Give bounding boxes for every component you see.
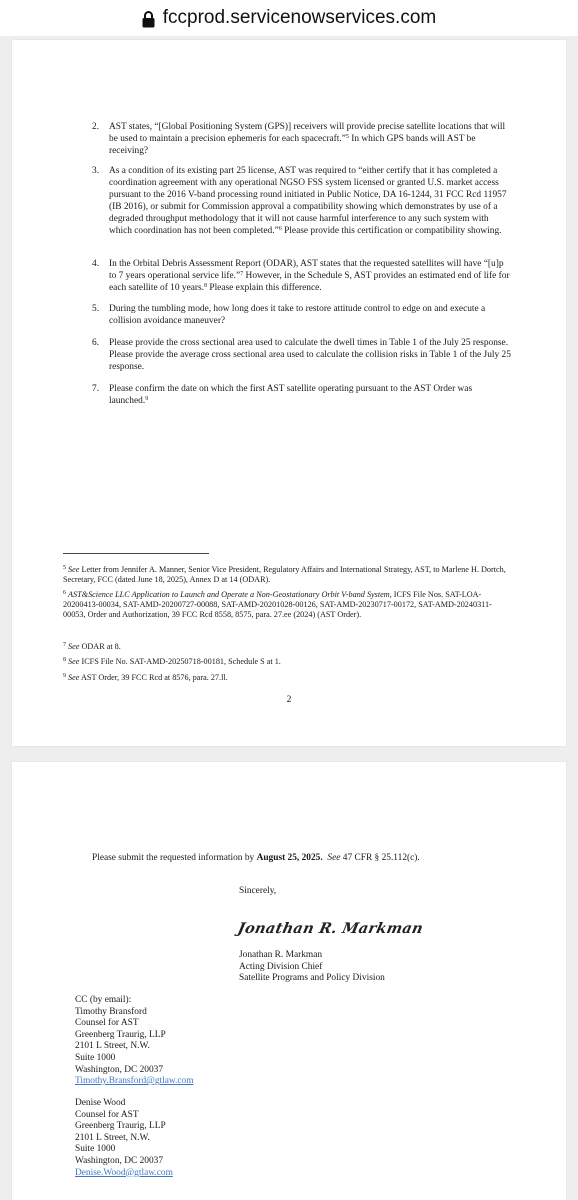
cc-label: CC (by email): (75, 995, 132, 1005)
footnote-ref: 6 (278, 225, 282, 232)
footnote-number: 5 (63, 565, 66, 571)
cc-recipient-2 (75, 1098, 173, 1179)
footnote-signal: See (68, 565, 80, 574)
closing: Sincerely, (239, 886, 277, 896)
footnote-signal: See (68, 642, 80, 651)
item-text-after: Please explain this difference. (207, 282, 322, 293)
footnote-number: 6 (63, 590, 66, 596)
footnote-8 (63, 657, 513, 667)
question-6 (92, 338, 512, 374)
item-text: As a condition of its existing part 25 license, AST was required to “either certify that it has completed a coordination agreement with any operational NGSO FSS system licensed or granted U.S. market access pursuant to the 2016 V-band processing round initiated in Public Notice, DA 16-1244, 31 FCC Rcd 11957 (IB 2016), or submit for Commission approval a compatibility showing which demonstrates by use of a degraded throughput methodology that it will not cause harmful interference to any such system with which coordination has not been completed.” (109, 166, 507, 236)
footnote-text: ODAR at 8. (79, 642, 121, 651)
item-text: In the Orbital Debris Assessment Report (ODAR), AST states that the requested satellites will have “[u]p to 7 years operational service life.” (109, 259, 504, 281)
footnote-ref: 8 (204, 282, 208, 289)
footnote-signal: See (68, 673, 80, 682)
footnote-signal: AST&Science LLC Application to Launch and Operate a Non-Geostationary Orbit V-band System (68, 590, 390, 599)
due-date: August 25, 2025. (256, 853, 323, 863)
footnote-number: 9 (63, 673, 66, 679)
url-text: fccprod.servicenowservices.com (162, 7, 437, 28)
footnote-ref: 5 (345, 133, 349, 140)
item-text-mid: However, in the Schedule S, AST provides an estimated end of life for each satellite of 10 years. (109, 270, 510, 293)
item-text-after: In which GPS bands will AST be receiving? (109, 133, 476, 156)
submission-request (92, 853, 532, 865)
document-page-2 (12, 40, 566, 746)
document-page-3 (12, 762, 566, 1200)
question-4 (92, 259, 512, 295)
page-number: 2 (286, 695, 292, 705)
footnote-signal: See (68, 657, 80, 666)
recipient-role: Counsel for AST (75, 1018, 139, 1029)
signer-title: Acting Division Chief (239, 961, 323, 972)
footnote-ref: 9 (145, 395, 149, 402)
recipient-street: 2101 L Street, N.W. (75, 1132, 150, 1143)
footnote-number: 7 (63, 642, 66, 648)
recipient-city: Washington, DC 20037 (75, 1064, 164, 1075)
request-text: Please submit the requested information by (92, 853, 257, 863)
footnote-ref: 7 (240, 270, 244, 277)
item-number: 6. (92, 338, 100, 348)
item-number: 7. (92, 384, 100, 394)
footnote-divider (63, 553, 209, 554)
recipient-street: 2101 L Street, N.W. (75, 1041, 150, 1052)
item-text: During the tumbling mode, how long does it take to restore attitude control to edge on and execute a collision avoidance maneuver? (109, 304, 486, 326)
item-number: 5. (92, 304, 100, 314)
lock-icon (142, 11, 155, 28)
question-3 (92, 166, 512, 237)
recipient-name: Timothy Bransford (75, 1006, 147, 1017)
recipient-suite: Suite 1000 (75, 1052, 116, 1063)
signer-division: Satellite Programs and Policy Division (239, 973, 385, 984)
item-text: Please provide the cross sectional area used to calculate the dwell times in Table 1 of the July 25 response. Please provide the average cross sectional area used to calculate the collision risks in Table 1 of the July 25 response. (109, 338, 511, 372)
recipient-city: Washington, DC 20037 (75, 1155, 164, 1166)
question-7 (92, 384, 512, 408)
question-2 (92, 122, 512, 158)
signer-name: Jonathan R. Markman (239, 950, 323, 960)
footnote-text: , ICFS File Nos. SAT-LOA-20200413-00034, SAT-AMD-20200727-00088, SAT-AMD-20201028-00126, SAT-AMD-20230717-00172, SAT-AMD-20240311-00053, Order and Authorization, 39 FCC Rcd 8558, 8575, para. 27.ee (2024) (AST Order). (63, 590, 492, 620)
footnote-text: ICFS File No. SAT-AMD-20250718-00181, Schedule S at 1. (79, 657, 281, 666)
item-text-after: Please provide this certification or compatibility showing. (281, 225, 502, 236)
recipient-email-link[interactable]: Denise.Wood@gtlaw.com (75, 1167, 173, 1178)
footnote-text: Letter from Jennifer A. Manner, Senior Vice President, Regulatory Affairs and International Strategy, AST, to Marlene H. Dortch, Secretary, FCC (dated June 18, 2025), Annex D at 14 (ODAR). (63, 565, 506, 585)
item-number: 2. (92, 122, 100, 132)
footnote-5 (63, 565, 513, 585)
recipient-firm: Greenberg Traurig, LLP (75, 1029, 166, 1040)
item-text: Please confirm the date on which the first AST satellite operating pursuant to the AST Order was launched. (109, 384, 473, 406)
cc-recipient-1 (75, 995, 194, 1088)
recipient-firm: Greenberg Traurig, LLP (75, 1121, 166, 1132)
recipient-role: Counsel for AST (75, 1109, 139, 1120)
address-bar[interactable] (0, 0, 578, 36)
recipient-suite: Suite 1000 (75, 1144, 116, 1155)
item-number: 3. (92, 166, 100, 176)
signature-block (239, 950, 385, 985)
footnote-text: AST Order, 39 FCC Rcd at 8576, para. 27.ll. (79, 673, 228, 682)
footnote-number: 8 (63, 657, 66, 663)
citation-signal: See (327, 853, 341, 863)
question-5 (92, 304, 512, 328)
handwritten-signature: Jonathan R. Markman (236, 920, 425, 937)
footnote-7 (63, 642, 513, 652)
citation: 47 CFR § 25.112(c). (340, 853, 420, 863)
recipient-email-link[interactable]: Timothy.Bransford@gtlaw.com (75, 1076, 194, 1087)
footnote-6 (63, 590, 513, 621)
footnote-9 (63, 673, 513, 683)
recipient-name: Denise Wood (75, 1098, 126, 1108)
item-text: AST states, “[Global Positioning System (GPS)] receivers will provide precise satellite locations that will be used to maintain a precision ephemeris for each spacecraft.” (109, 122, 506, 144)
item-number: 4. (92, 259, 100, 269)
